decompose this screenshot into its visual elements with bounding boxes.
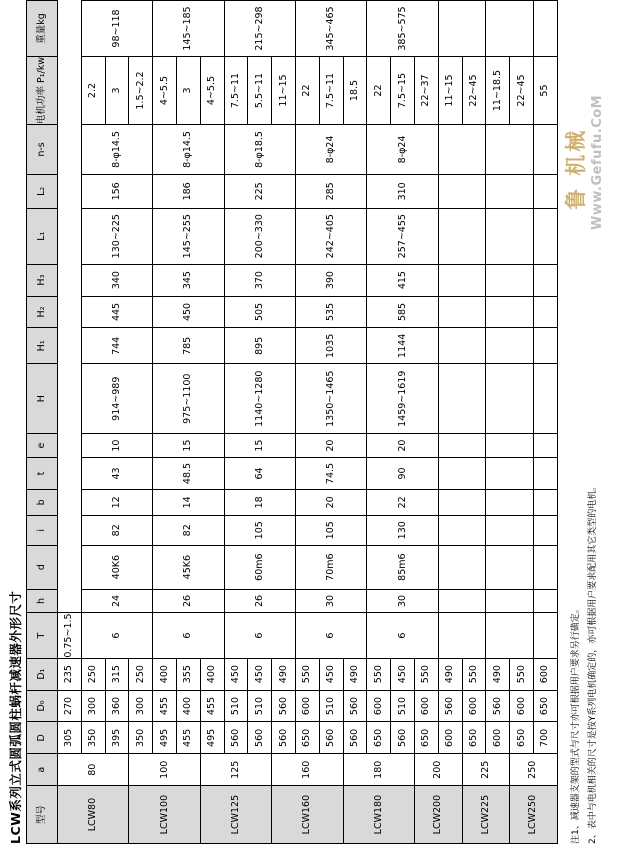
cell-p: 2.2 (81, 57, 105, 125)
cell-H2: 535 (295, 296, 366, 328)
cell-e: 15 (153, 434, 224, 458)
table-row (224, 1, 248, 844)
cell-T (533, 613, 557, 658)
cell-H2: 450 (153, 296, 224, 328)
cell-w: 145~185 (153, 1, 224, 57)
cell-D: 700 (533, 722, 557, 754)
cell-D: 395 (105, 722, 129, 754)
cell-H3: 345 (153, 264, 224, 296)
cell-D: 600 (438, 722, 462, 754)
table-row (486, 1, 510, 844)
cell-t: 74.5 (295, 458, 366, 490)
cell-t: 64 (224, 458, 295, 490)
cell-w: 385~575 (367, 1, 438, 57)
cell-d (486, 545, 534, 589)
cell-p: 4~5.5 (153, 57, 177, 125)
cell-t (438, 458, 486, 490)
cell-D: 650 (367, 722, 391, 754)
cell-p: 11~18.5 (486, 57, 510, 125)
column-header-11: e (27, 434, 58, 458)
cell-d: 45K6 (153, 545, 224, 589)
cell-L1: 200~330 (224, 208, 295, 264)
cell-D: 455 (176, 722, 200, 754)
cell-D1: 450 (248, 658, 272, 690)
cell-H1: 895 (224, 328, 295, 364)
cell-w (486, 1, 534, 57)
cell-H1 (486, 328, 534, 364)
cell-p: 4~5.5 (200, 57, 224, 125)
cell-e: 20 (295, 434, 366, 458)
cell-e (486, 434, 534, 458)
cell-h: 30 (295, 589, 366, 613)
cell-H: 914~989 (81, 364, 152, 434)
cell-D1: 235 (58, 658, 82, 690)
model-cell: LCW200 (414, 786, 462, 844)
cell-p: 7.5~11 (319, 57, 343, 125)
table-row (58, 1, 82, 844)
column-header-6: h (27, 589, 58, 613)
cell-h (438, 589, 486, 613)
model-cell: LCW80 (58, 786, 129, 844)
cell-p: 7.5~15 (391, 57, 415, 125)
cell-d: 85m6 (367, 545, 438, 589)
cell-D0: 600 (510, 690, 534, 722)
column-header-12: H (27, 364, 58, 434)
cell-D0: 560 (272, 690, 296, 722)
cell-p: 0.75~1.5 (58, 613, 82, 658)
cell-p: 11~15 (272, 57, 296, 125)
cell-i: 82 (81, 515, 152, 545)
table-row (295, 1, 319, 844)
cell-D0: 510 (248, 690, 272, 722)
cell-L2: 310 (367, 174, 438, 208)
cell-T: 6 (81, 613, 152, 658)
cell-D: 495 (200, 722, 224, 754)
cell-D1: 550 (295, 658, 319, 690)
column-header-1: a (27, 754, 58, 786)
cell-H1: 785 (153, 328, 224, 364)
cell-D1: 450 (391, 658, 415, 690)
model-cell: LCW250 (510, 786, 558, 844)
cell-H1: 744 (81, 328, 152, 364)
note-line-1: 2、表中与电机相关的尺寸是按Y系列电机确定的，亦可根据用户要求配用其它类型的电机。 (588, 481, 598, 844)
watermark-url: Www.Gefufu.CoM (590, 94, 605, 230)
table-row (533, 1, 557, 844)
cell-H: 1140~1280 (224, 364, 295, 434)
cell-b: 12 (81, 489, 152, 515)
cell-T: 6 (224, 613, 295, 658)
cell-D: 600 (486, 722, 510, 754)
cell-H3: 340 (81, 264, 152, 296)
cell-w (533, 1, 557, 57)
model-cell: LCW225 (462, 786, 510, 844)
cell-D0: 300 (81, 690, 105, 722)
cell-L1 (438, 208, 486, 264)
cell-D1: 490 (486, 658, 510, 690)
cell-H2 (533, 296, 557, 328)
table-header-row (27, 1, 58, 844)
page-title: LCW系列立式圆弧圆柱蜗杆减速器外形尺寸 (8, 590, 23, 844)
cell-T: 6 (367, 613, 438, 658)
cell-H (533, 364, 557, 434)
column-header-19: 电机功率 P₁/kw (27, 57, 58, 125)
column-header-16: L₁ (27, 208, 58, 264)
cell-H2 (438, 296, 486, 328)
cell-L1: 257~455 (367, 208, 438, 264)
cell-H2 (486, 296, 534, 328)
cell-D: 560 (248, 722, 272, 754)
cell-H2: 585 (367, 296, 438, 328)
cell-D1: 550 (462, 658, 486, 690)
column-header-14: H₂ (27, 296, 58, 328)
cell-D0: 510 (224, 690, 248, 722)
cell-w: 345~465 (295, 1, 366, 57)
cell-D: 650 (510, 722, 534, 754)
cell-L2 (533, 174, 557, 208)
cell-d (533, 545, 557, 589)
cell-D0: 560 (343, 690, 367, 722)
cell-D: 650 (462, 722, 486, 754)
cell-h: 24 (81, 589, 152, 613)
cell-H2: 505 (224, 296, 295, 328)
note-line-0: 注1、减速器支架的型式与尺寸亦可根据用户要求另行确定。 (571, 604, 581, 844)
cell-T: 6 (295, 613, 366, 658)
center-distance-cell: 80 (58, 754, 129, 786)
column-header-10: t (27, 458, 58, 490)
notes-block (568, 482, 602, 844)
cell-ns (533, 125, 557, 175)
center-distance-cell: 160 (272, 754, 343, 786)
cell-h: 26 (224, 589, 295, 613)
model-cell: LCW160 (272, 786, 343, 844)
cell-p: 5.5~11 (248, 57, 272, 125)
cell-D0: 600 (295, 690, 319, 722)
column-header-8: i (27, 515, 58, 545)
cell-ns (486, 125, 534, 175)
cell-D1: 450 (224, 658, 248, 690)
cell-D0: 600 (367, 690, 391, 722)
cell-D0: 300 (129, 690, 153, 722)
cell-D1: 400 (153, 658, 177, 690)
cell-D: 350 (81, 722, 105, 754)
cell-D0: 510 (319, 690, 343, 722)
cell-t: 48.5 (153, 458, 224, 490)
cell-D: 495 (153, 722, 177, 754)
cell-D1: 550 (367, 658, 391, 690)
cell-h: 30 (367, 589, 438, 613)
cell-p: 22 (295, 57, 319, 125)
model-cell: LCW125 (200, 786, 271, 844)
center-distance-cell: 180 (343, 754, 414, 786)
cell-H3 (533, 264, 557, 296)
cell-D1: 315 (105, 658, 129, 690)
cell-L1 (486, 208, 534, 264)
cell-D: 560 (272, 722, 296, 754)
cell-p: 22~37 (414, 57, 438, 125)
cell-D0: 455 (200, 690, 224, 722)
column-header-20: 重量kg (27, 1, 58, 57)
cell-D1: 490 (343, 658, 367, 690)
cell-p: 1.5~2.2 (129, 57, 153, 125)
cell-b: 22 (367, 489, 438, 515)
column-header-7: d (27, 545, 58, 589)
cell-d (438, 545, 486, 589)
cell-L1: 242~405 (295, 208, 366, 264)
cell-L2: 285 (295, 174, 366, 208)
cell-L2: 156 (81, 174, 152, 208)
center-distance-cell: 250 (510, 754, 558, 786)
cell-H3 (438, 264, 486, 296)
cell-p: 22~45 (462, 57, 486, 125)
column-header-13: H₁ (27, 328, 58, 364)
cell-b (438, 489, 486, 515)
cell-H2: 445 (81, 296, 152, 328)
cell-H3: 370 (224, 264, 295, 296)
cell-d: 60m6 (224, 545, 295, 589)
cell-w (438, 1, 486, 57)
center-distance-cell: 125 (200, 754, 271, 786)
cell-e (533, 434, 557, 458)
cell-e: 10 (81, 434, 152, 458)
cell-H: 1459~1619 (367, 364, 438, 434)
cell-L1 (533, 208, 557, 264)
cell-i (533, 515, 557, 545)
cell-H1: 1035 (295, 328, 366, 364)
cell-D: 560 (224, 722, 248, 754)
cell-D1: 355 (176, 658, 200, 690)
cell-D0: 600 (462, 690, 486, 722)
cell-D1: 250 (81, 658, 105, 690)
cell-D0: 600 (414, 690, 438, 722)
cell-i (486, 515, 534, 545)
cell-p: 3 (176, 57, 200, 125)
cell-D0: 560 (486, 690, 510, 722)
cell-D1: 550 (510, 658, 534, 690)
column-header-15: H₃ (27, 264, 58, 296)
cell-L2: 186 (153, 174, 224, 208)
cell-e (438, 434, 486, 458)
cell-ns: 8-φ24 (295, 125, 366, 175)
cell-D: 650 (295, 722, 319, 754)
cell-T: 6 (153, 613, 224, 658)
cell-T (486, 613, 534, 658)
cell-t (486, 458, 534, 490)
cell-D1: 600 (533, 658, 557, 690)
cell-b: 20 (295, 489, 366, 515)
cell-i (438, 515, 486, 545)
table-body (58, 1, 558, 844)
cell-e: 15 (224, 434, 295, 458)
cell-h: 26 (153, 589, 224, 613)
cell-D0: 360 (105, 690, 129, 722)
cell-ns: 8-φ24 (367, 125, 438, 175)
cell-p: 22~45 (510, 57, 534, 125)
cell-L2 (486, 174, 534, 208)
column-header-5: T (27, 613, 58, 658)
cell-H (438, 364, 486, 434)
cell-D: 560 (319, 722, 343, 754)
cell-D: 350 (129, 722, 153, 754)
center-distance-cell: 225 (462, 754, 510, 786)
cell-b: 18 (224, 489, 295, 515)
column-header-3: D₀ (27, 690, 58, 722)
cell-h (486, 589, 534, 613)
cell-H3: 390 (295, 264, 366, 296)
cell-p: 7.5~11 (224, 57, 248, 125)
model-cell: LCW180 (343, 786, 414, 844)
watermark-chinese: 鲁 机械 (564, 127, 588, 210)
cell-D1: 490 (438, 658, 462, 690)
cell-D0: 455 (153, 690, 177, 722)
column-header-4: D₁ (27, 658, 58, 690)
cell-D0: 270 (58, 690, 82, 722)
cell-H3 (486, 264, 534, 296)
cell-L2: 225 (224, 174, 295, 208)
column-header-0: 型号 (27, 786, 58, 844)
cell-D1: 250 (129, 658, 153, 690)
cell-i: 130 (367, 515, 438, 545)
cell-i: 105 (224, 515, 295, 545)
cell-i: 82 (153, 515, 224, 545)
column-header-9: b (27, 489, 58, 515)
cell-D0: 560 (438, 690, 462, 722)
cell-H (486, 364, 534, 434)
cell-d: 40K6 (81, 545, 152, 589)
cell-h (533, 589, 557, 613)
cell-p: 3 (105, 57, 129, 125)
specification-table (26, 0, 558, 844)
column-header-18: n-s (27, 125, 58, 175)
cell-ns (438, 125, 486, 175)
cell-t (533, 458, 557, 490)
center-distance-cell: 100 (129, 754, 200, 786)
center-distance-cell: 200 (414, 754, 462, 786)
table-row (367, 1, 391, 844)
cell-D: 560 (343, 722, 367, 754)
cell-t: 90 (367, 458, 438, 490)
cell-D0: 650 (533, 690, 557, 722)
cell-D1: 400 (200, 658, 224, 690)
cell-i: 105 (295, 515, 366, 545)
cell-D: 560 (391, 722, 415, 754)
model-cell: LCW100 (129, 786, 200, 844)
table-row (81, 1, 105, 844)
cell-p: 11~15 (438, 57, 462, 125)
cell-D0: 510 (391, 690, 415, 722)
cell-L2 (438, 174, 486, 208)
cell-e: 20 (367, 434, 438, 458)
column-header-17: L₂ (27, 174, 58, 208)
table-row (153, 1, 177, 844)
cell-H1: 1144 (367, 328, 438, 364)
cell-H1 (438, 328, 486, 364)
cell-H1 (533, 328, 557, 364)
cell-H3: 415 (367, 264, 438, 296)
cell-b: 14 (153, 489, 224, 515)
cell-w: 215~298 (224, 1, 295, 57)
cell-D: 650 (414, 722, 438, 754)
cell-b (533, 489, 557, 515)
cell-p: 18.5 (343, 57, 367, 125)
cell-D0: 400 (176, 690, 200, 722)
cell-H: 975~1100 (153, 364, 224, 434)
cell-p: 55 (533, 57, 557, 125)
cell-L1: 130~225 (81, 208, 152, 264)
cell-D1: 450 (319, 658, 343, 690)
cell-ns: 8-φ18.5 (224, 125, 295, 175)
column-header-2: D (27, 722, 58, 754)
cell-d: 70m6 (295, 545, 366, 589)
table-row (438, 1, 462, 844)
cell-ns: 8-φ14.5 (153, 125, 224, 175)
cell-b (486, 489, 534, 515)
cell-w: 98~118 (81, 1, 152, 57)
cell-L1: 145~255 (153, 208, 224, 264)
cell-D: 305 (58, 722, 82, 754)
cell-ns: 8-φ14.5 (81, 125, 152, 175)
cell-D1: 490 (272, 658, 296, 690)
cell-t: 43 (81, 458, 152, 490)
cell-D1: 550 (414, 658, 438, 690)
cell-T (438, 613, 486, 658)
cell-p: 22 (367, 57, 391, 125)
cell-H: 1350~1465 (295, 364, 366, 434)
